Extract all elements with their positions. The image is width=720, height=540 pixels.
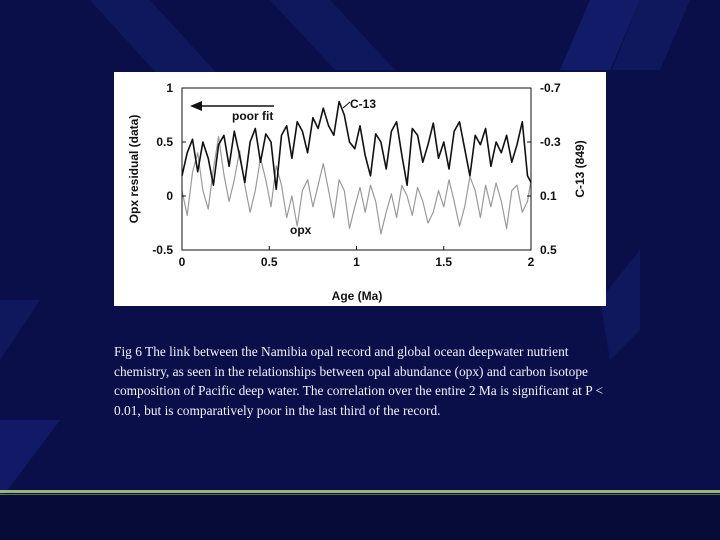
- y-left-axis-label: Opx residual (data): [127, 114, 141, 224]
- opal-c13-chart: [114, 72, 606, 306]
- c13-series-label: C-13: [350, 97, 377, 111]
- x-tick-label: 1: [353, 255, 360, 269]
- x-axis-label: Age (Ma): [331, 289, 383, 303]
- figure-panel: [114, 72, 606, 306]
- poor-fit-arrowhead: [190, 101, 202, 111]
- x-tick-label: 2: [527, 255, 535, 269]
- x-tick-label: 1.5: [435, 255, 453, 269]
- opx-series-line: [182, 137, 531, 234]
- y-left-tick-label: 0: [166, 189, 173, 203]
- c13-label-leader: [343, 102, 350, 108]
- poor-fit-annotation: [190, 101, 274, 123]
- x-tick-label: 0.5: [260, 255, 278, 269]
- opx-series-label: opx: [290, 223, 312, 237]
- y-left-tick-label: 1: [166, 81, 173, 95]
- y-right-tick-label: -0.7: [540, 81, 561, 95]
- poor-fit-label: poor fit: [232, 109, 274, 123]
- y-right-axis-label: C-13 (849): [573, 140, 587, 198]
- y-right-tick-label: 0.1: [540, 189, 557, 203]
- y-left-tick-label: -0.5: [152, 243, 173, 257]
- bottom-rule: [0, 490, 720, 540]
- y-left-tick-label: 0.5: [156, 135, 173, 149]
- x-tick-label: 0: [178, 255, 186, 269]
- y-right-tick-label: -0.3: [540, 135, 561, 149]
- figure-caption: Fig 6 The link between the Namibia opal record and global ocean deepwater nutrient chemistry, as seen in the relationships between opal abundance (opx) and carbon isotope composition of Pacific deep water. The correlation over the entire 2 Ma is significant at P < 0.01, but is comparatively poor in the last third of the record.: [114, 344, 604, 418]
- y-right-tick-label: 0.5: [540, 243, 557, 257]
